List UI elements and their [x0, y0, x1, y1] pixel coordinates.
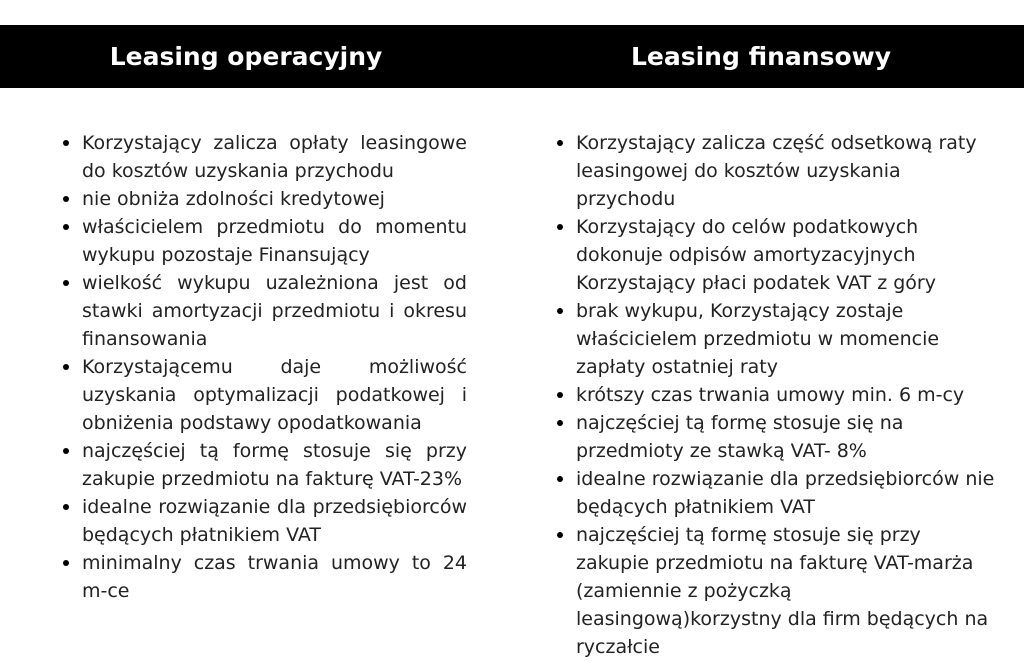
list-item: idealne rozwiązanie dla przedsiębiorców będących płatnikiem VAT — [61, 493, 467, 549]
list-item: wielkość wykupu uzależniona jest od stawki amortyzacji przedmiotu i okresu finansowania — [61, 269, 467, 353]
list-item: brak wykupu, Korzystający zostaje właścicielem przedmiotu w momencie zapłaty ostatniej raty — [555, 297, 995, 381]
list-item: Korzystający zalicza część odsetkową raty leasingowej do kosztów uzyskania przychodu — [555, 129, 995, 213]
list-item: minimalny czas trwania umowy to 24 m-ce — [61, 549, 467, 605]
list-item: nie obniża zdolności kredytowej — [61, 185, 467, 213]
financial-leasing-title: Leasing finansowy — [630, 42, 892, 71]
operating-leasing-title: Leasing operacyjny — [109, 42, 383, 71]
list-item: Korzystającemu daje możliwość uzyskania optymalizacji podatkowej i obniżenia podstawy opodatkowania — [61, 353, 467, 437]
list-item: krótszy czas trwania umowy min. 6 m-cy — [555, 381, 995, 409]
list-item: najczęściej tą formę stosuje się przy zakupie przedmiotu na fakturę VAT-marża (zamiennie z pożyczką leasingową)korzystny dla firm będących na ryczałcie — [555, 521, 995, 661]
list-item: najczęściej tą formę stosuje się przy zakupie przedmiotu na fakturę VAT-23% — [61, 437, 467, 493]
list-item: idealne rozwiązanie dla przedsiębiorców nie będących płatnikiem VAT — [555, 465, 995, 521]
list-item: właścicielem przedmiotu do momentu wykupu pozostaje Finansujący — [61, 213, 467, 269]
header-bar — [0, 25, 1024, 88]
financial-leasing-list — [555, 129, 995, 661]
list-item: Korzystający zalicza opłaty leasingowe do kosztów uzyskania przychodu — [61, 129, 467, 185]
operating-leasing-list — [61, 129, 467, 605]
list-item: Korzystający do celów podatkowych dokonuje odpisów amortyzacyjnych Korzystający płaci podatek VAT z góry — [555, 213, 995, 297]
list-item: najczęściej tą formę stosuje się na przedmioty ze stawką VAT- 8% — [555, 409, 995, 465]
